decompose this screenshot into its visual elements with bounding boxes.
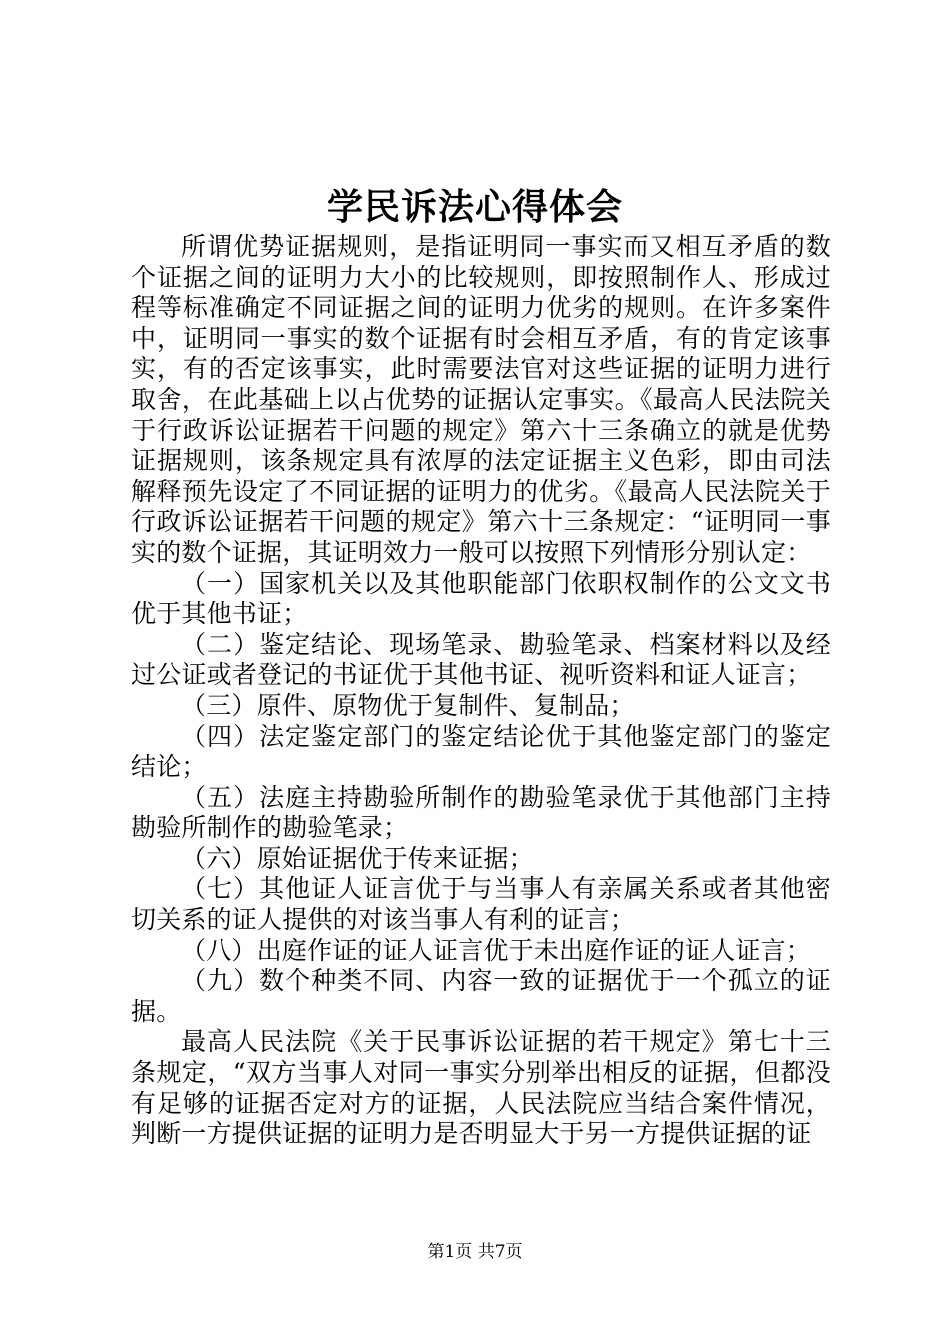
list-item-4: （四）法定鉴定部门的鉴定结论优于其他鉴定部门的鉴定结论； <box>131 721 831 782</box>
document-body <box>131 232 831 1150</box>
list-item-8: （八）出庭作证的证人证言优于未出庭作证的证人证言； <box>181 935 812 965</box>
list-item-3: （三）原件、原物优于复制件、复制品； <box>181 690 635 720</box>
paragraph-intro: 所谓优势证据规则，是指证明同一事实而又相互矛盾的数个证据之间的证明力大小的比较规则，即按照制作人、形成过程等标准确定不同证据之间的证明力优劣的规则。在许多案件中，证明同一事实的数个证据有时会相互矛盾，有的肯定该事实，有的否定该事实，此时需要法官对这些证据的证明力进行取舍，在此基础上以占优势的证据认定事实。《最高人民法院关于行政诉讼证据若干问题的规定》第六十三条确立的就是优势证据规则，该条规定具有浓厚的法定证据主义色彩，即由司法解释预先设定了不同证据的证明力的优劣。《最高人民法院关于行政诉讼证据若干问题的规定》第六十三条规定：“证明同一事实的数个证据，其证明效力一般可以按照下列情形分别认定： <box>131 232 831 567</box>
list-item-9: （九）数个种类不同、内容一致的证据优于一个孤立的证据。 <box>131 966 831 1026</box>
list-item-5: （五）法庭主持勘验所制作的勘验笔录优于其他部门主持勘验所制作的勘验笔录； <box>131 782 831 843</box>
list-item-7: （七）其他证人证言优于与当事人有亲属关系或者其他密切关系的证人提供的对该当事人有利的证言； <box>131 874 831 935</box>
list-item-6: （六）原始证据优于传来证据； <box>181 843 534 873</box>
paragraph-civil-rule: 最高人民法院《关于民事诉讼证据的若干规定》第七十三条规定，“双方当事人对同一事实分别举出相反的证据，但都没有足够的证据否定对方的证据，人民法院应当结合案件情况，判断一方提供证据的证明力是否明显大于另一方提供证据的证 <box>131 1027 831 1149</box>
page-title: 学民诉法心得体会 <box>326 186 623 228</box>
page-number-footer: 第1页 共7页 <box>427 1242 523 1262</box>
list-item-1: （一）国家机关以及其他职能部门依职权制作的公文文书优于其他书证； <box>131 568 831 629</box>
list-item-2: （二）鉴定结论、现场笔录、勘验笔录、档案材料以及经过公证或者登记的书证优于其他书证、视听资料和证人证言； <box>131 629 831 690</box>
